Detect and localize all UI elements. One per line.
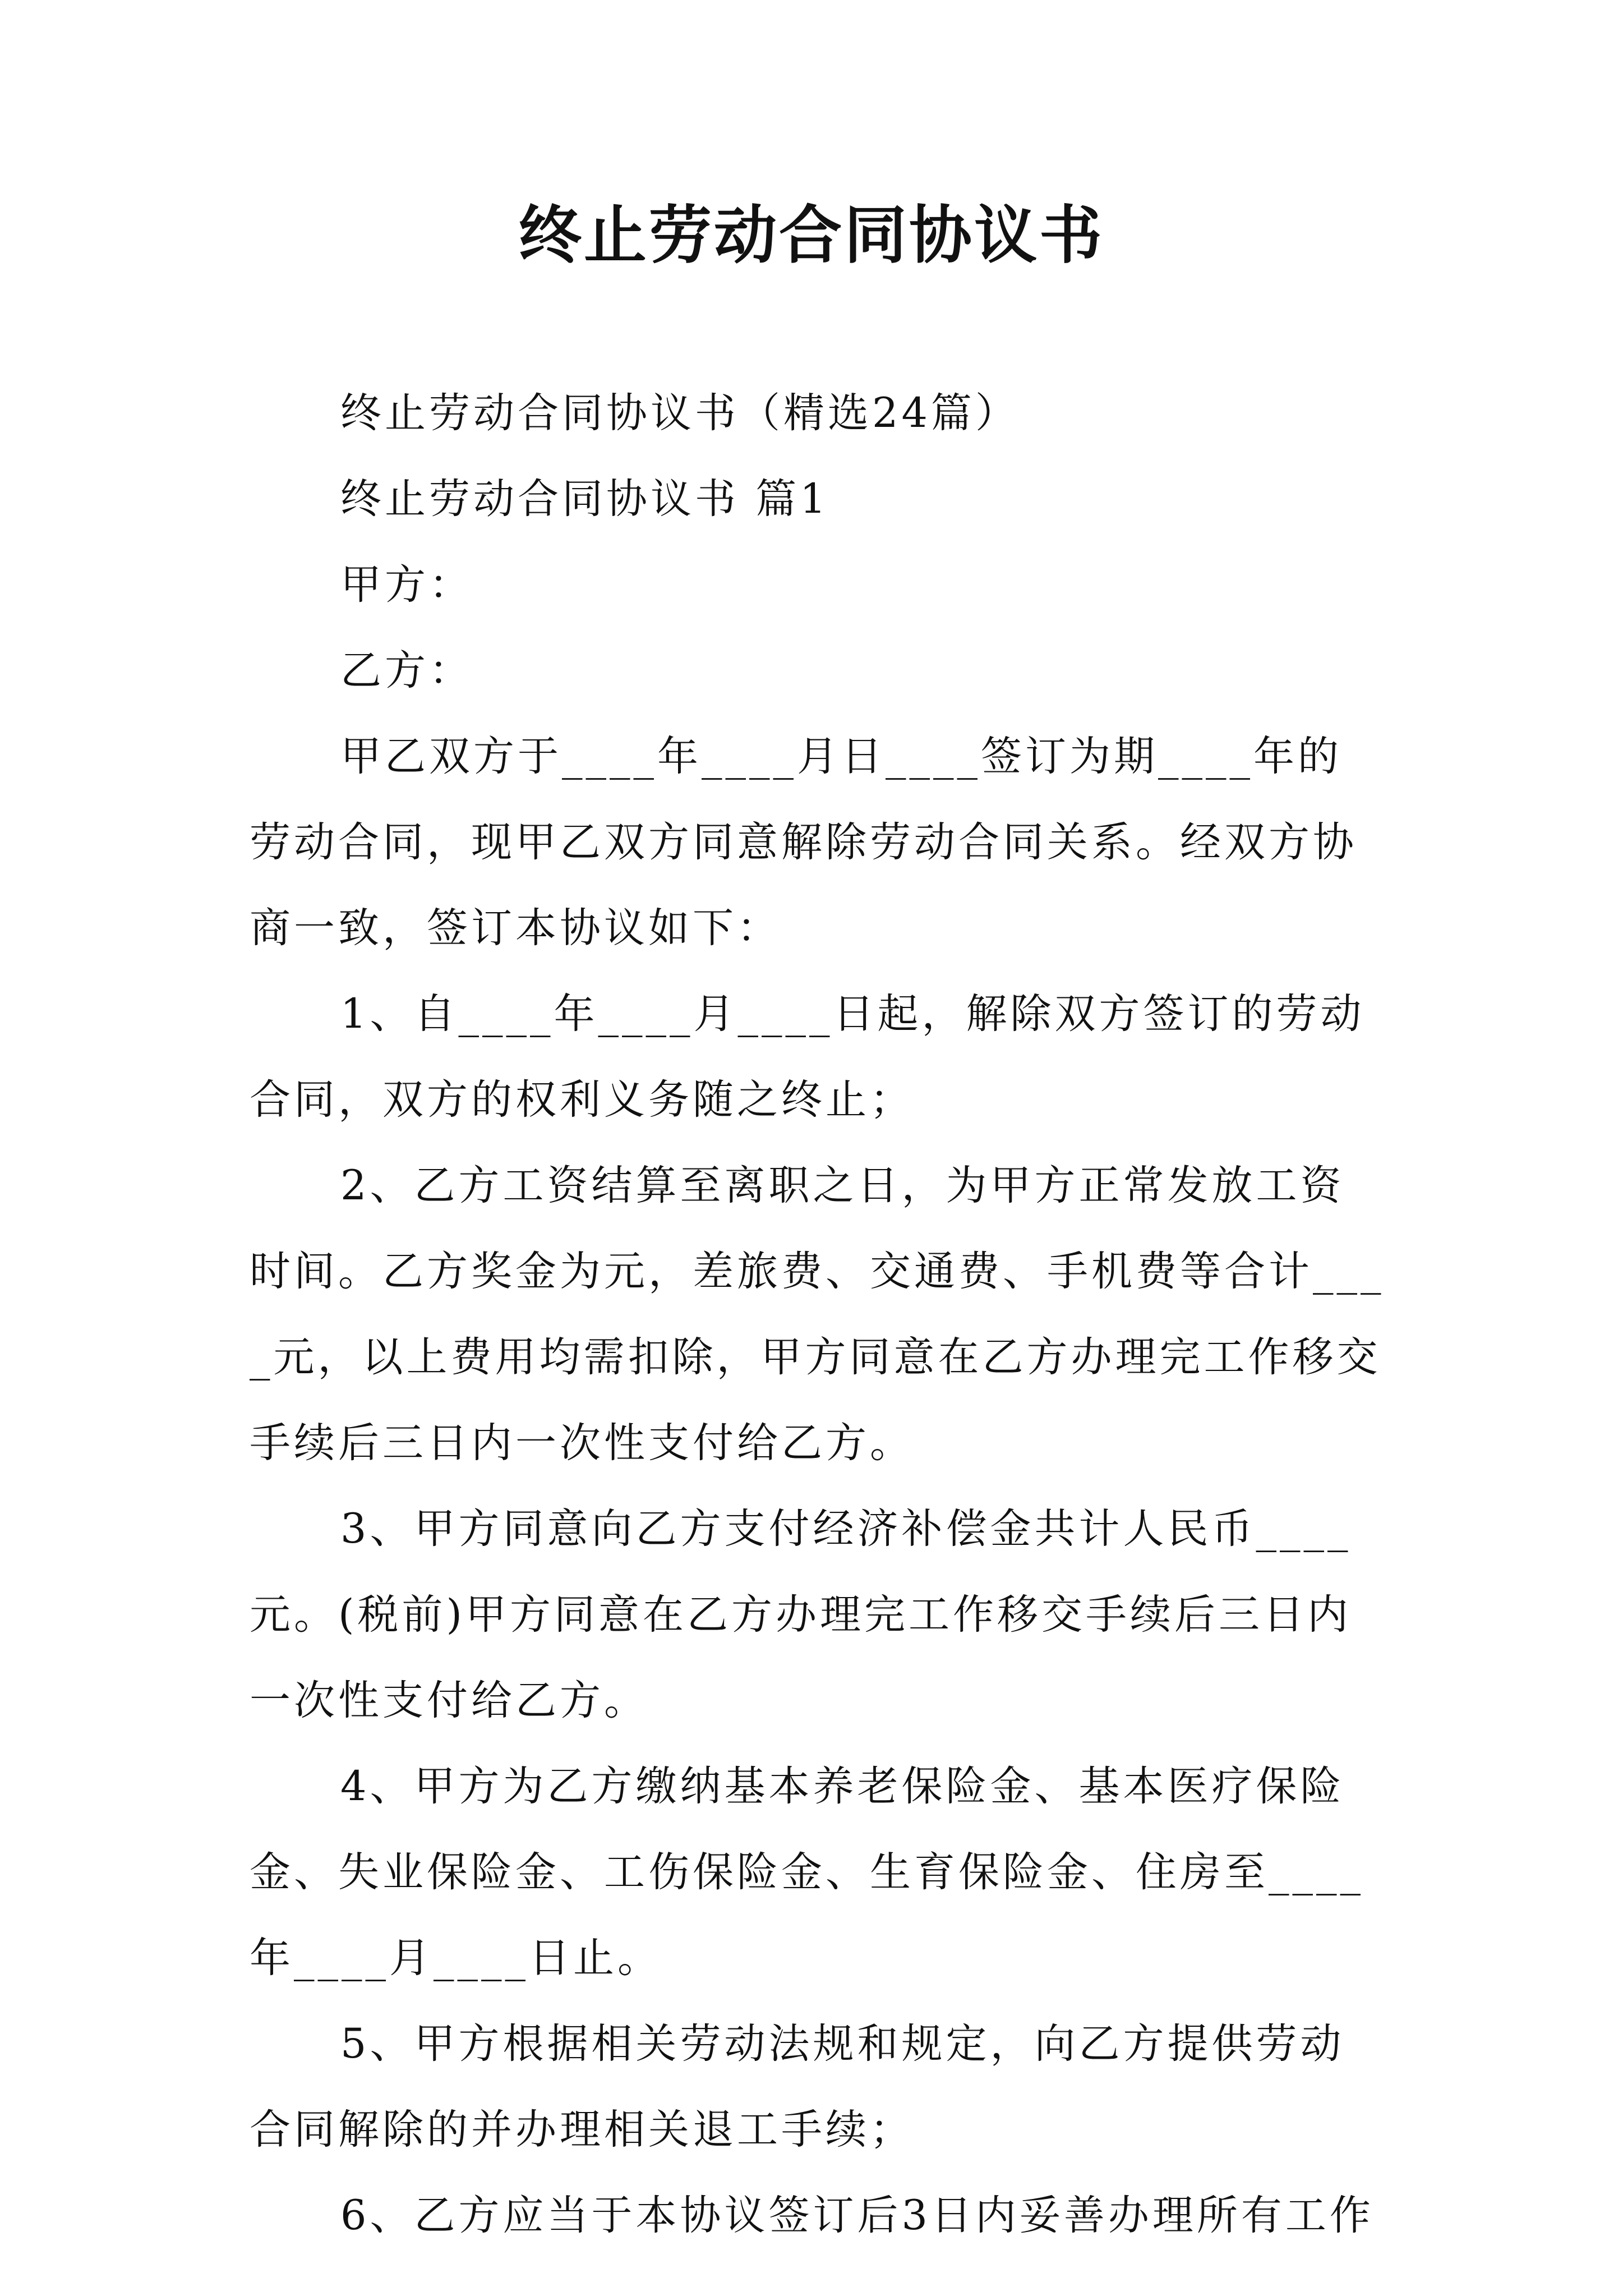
document-title: 终止劳动合同协议书 [519, 199, 1104, 272]
paragraph-section-heading: 终止劳动合同协议书 篇1 [340, 475, 829, 523]
paragraph-clause-3: 3、甲方同意向乙方支付经济补偿金共计人民币____元。(税前)甲方同意在乙方办理完工作移交手续后三日内一次性支付给乙方。 [250, 1505, 1352, 1724]
paragraph-clause-4: 4、甲方为乙方缴纳基本养老保险金、基本医疗保险金、失业保险金、工伤保险金、生育保险金、住房至____年____月____日止。 [250, 1763, 1364, 1982]
paragraph-party-b: 乙方： [340, 647, 473, 694]
document-body [250, 370, 1385, 2258]
paragraph-clause-6: 6、乙方应当于本协议签订后3日内妥善办理所有工作 [340, 2192, 1374, 2239]
paragraph-clause-2: 2、乙方工资结算至离职之日，为甲方正常发放工资时间。乙方奖金为元，差旅费、交通费、手机费等合计____元，以上费用均需扣除，甲方同意在乙方办理完工作移交手续后三日内一次性支付给乙方。 [250, 1162, 1385, 1467]
paragraph-clause-1: 1、自____年____月____日起，解除双方签订的劳动合同，双方的权利义务随之终止； [250, 990, 1365, 1124]
paragraph-intro: 甲乙双方于____年____月日____签订为期____年的劳动合同，现甲乙双方同意解除劳动合同关系。经双方协商一致，签订本协议如下： [250, 733, 1357, 952]
paragraph-clause-5: 5、甲方根据相关劳动法规和规定，向乙方提供劳动合同解除的并办理相关退工手续； [250, 2020, 1345, 2154]
paragraph-subtitle: 终止劳动合同协议书（精选24篇） [340, 389, 1020, 437]
paragraph-party-a: 甲方： [340, 561, 473, 609]
